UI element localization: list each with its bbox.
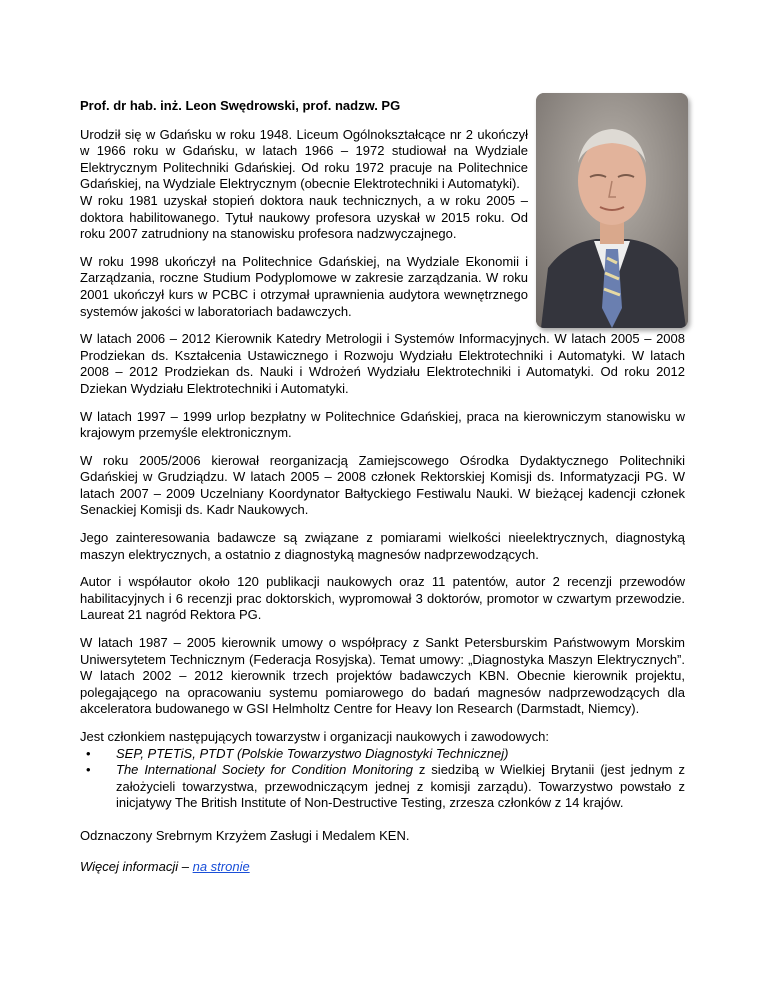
projects-paragraph: W latach 1987 – 2005 kierownik umowy o współpracy z Sankt Petersburskim Państwowym Morskim Uniwersytetem Technicznym (Federacja Rosyjska). Temat umowy: „Diagnostyka Maszyn Elektrycznych”. W latach 2002 – 2012 kierownik trzech projektów badawczych KBN. Obecnie kierownik projektu, polegającego na opracowaniu systemu pomiarowego do badań magnesów nadprzewodzących dla akceleratora budowanego w GSI Helmholtz Centre for Heavy Ion Research (Darmstadt, Niemcy). [80, 635, 685, 717]
list-item-text: z siedzibą w Wielkiej Brytanii (jest jednym z założycieli towarzystwa, przewodniczącym jednej z komisji zarządu). Towarzystwo powstało z inicjatywy The British Institute of Non-Destructive Testing, zrzesza członków z 14 krajów. [116, 762, 685, 811]
list-item-text: SEP, PTETiS, PTDT (Polskie Towarzystwo Diagnostyki Technicznej) [116, 745, 509, 761]
list-item [116, 746, 685, 763]
membership-list [80, 746, 685, 812]
membership-intro: Jest członkiem następujących towarzystw i organizacji naukowych i zawodowych: [80, 729, 549, 744]
more-info [80, 859, 685, 876]
interests-paragraph: Jego zainteresowania badawcze są związane z pomiarami wielkości nieelektrycznych, diagnostyką maszyn elektrycznych, a ostatnio z diagnostyką magnesów nadprzewodzących. [80, 530, 685, 562]
publications-paragraph: Autor i współautor około 120 publikacji naukowych oraz 11 patentów, autor 2 recenzji przewodów habilitacyjnych i 6 recenzji prac doktorskich, wypromował 3 doktorów, promotor w czwartym przewodzie. Laureat 21 nagród Rektora PG. [80, 574, 685, 623]
list-item [116, 762, 685, 812]
bio-paragraph-2: W roku 1981 uzyskał stopień doktora nauk technicznych, a w roku 2005 – doktora habilitowanego. Tytuł naukowy profesora uzyskał w 2015 roku. Od roku 2007 zatrudniony na stanowisku profesora nadzwyczajnego. [80, 192, 528, 242]
list-item-emphasis: The International Society for Condition Monitoring [116, 762, 413, 778]
awards-paragraph: Odznaczony Srebrnym Krzyżem Zasługi i Medalem KEN. [80, 827, 410, 843]
page-title: Prof. dr hab. inż. Leon Swędrowski, prof. nadzw. PG [80, 98, 401, 113]
organization-paragraph: W roku 2005/2006 kierował reorganizacją Zamiejscowego Ośrodka Dydaktycznego Politechniki Gdańskiej w Grudziądzu. W latach 2005 – 2008 członek Rektorskiej Komisji ds. Informatyzacji PG. W latach 2007 – 2009 Uczelniany Koordynator Bałtyckiego Festiwalu Nauki. W bieżącej kadencji członek Senackiej Komisji ds. Kadr Naukowych. [80, 452, 685, 518]
roles-paragraph: W latach 2006 – 2012 Kierownik Katedry Metrologii i Systemów Informacyjnych. W latach 2005 – 2008 Prodziekan ds. Kształcenia Ustawicznego i Rozwoju Wydziału Elektrotechniki i Automatyki. W latach 2008 – 2012 Prodziekan ds. Nauki i Wdrożeń Wydziału Elektrotechniki i Automatyki. Od roku 2012 Dziekan Wydziału Elektrotechniki i Automatyki. [80, 331, 685, 396]
bio-paragraph-1: Urodził się w Gdańsku w roku 1948. Liceum Ogólnokształcące nr 2 ukończył w 1966 roku w Gdańsku, w latach 1966 – 1972 studiował na Wydziale Elektrycznym Politechniki Gdańskiej. Od roku 1972 pracuje na Politechnice Gdańskiej, na Wydziale Elektrycznym (obecnie Elektrotechniki i Automatyki). [80, 126, 528, 192]
document-body [80, 98, 685, 886]
intro-block [80, 127, 528, 321]
bio-paragraph-3: W roku 1998 ukończył na Politechnice Gdańskiej, na Wydziale Ekonomii i Zarządzania, roczne Studium Podyplomowe w zakresie zarządzania. W roku 2001 ukończył kurs w PCBC i otrzymał uprawnienia audytora wewnętrznego systemów jakości w laboratoriach badawczych. [80, 253, 528, 319]
more-info-link[interactable]: na stronie [192, 858, 250, 874]
more-info-prefix: Więcej informacji – [80, 858, 193, 874]
leave-paragraph: W latach 1997 – 1999 urlop bezpłatny w Politechnice Gdańskiej, praca na kierowniczym stanowisku w krajowym przemyśle elektronicznym. [80, 408, 685, 441]
